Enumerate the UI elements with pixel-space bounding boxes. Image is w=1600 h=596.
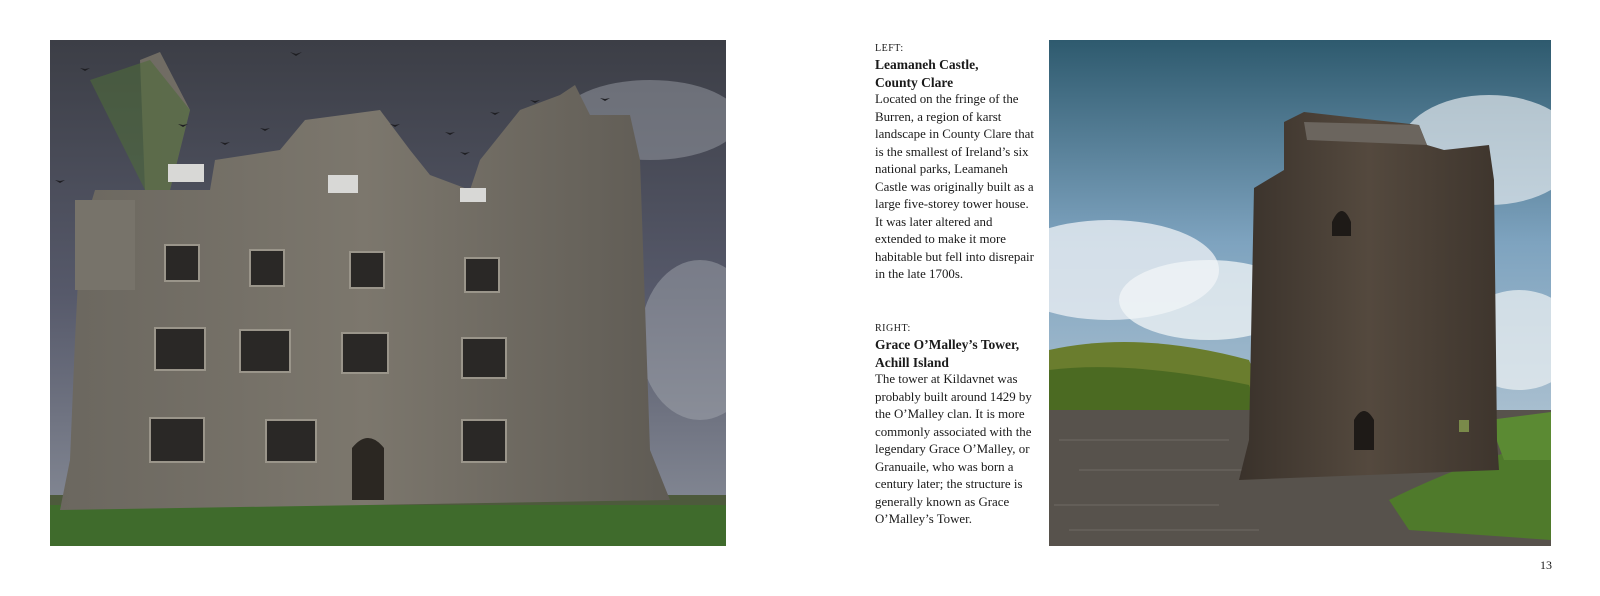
page-number: 13 [1540,558,1552,572]
photo-leamaneh-castle [50,40,726,546]
caption-left-title-line2: County Clare [875,74,954,90]
caption-right-title-line2: Achill Island [875,354,949,370]
caption-right [875,320,1035,529]
photo-grace-omalley-tower [1049,40,1551,546]
caption-left-title [875,56,1035,91]
caption-left-title-line1: Leamaneh Castle, [875,57,979,72]
caption-right-body: The tower at Kildavnet was probably built around 1429 by the O’Malley clan. It is more commonly associated with the legendary Grace O’Malley, or Granuaile, who was born a century later; the structure is generally known as Grace O’Malley’s Tower. [875,372,1032,526]
caption-left-body: Located on the fringe of the Burren, a region of karst landscape in County Clare that is the smallest of Ireland’s six national parks, Leamaneh Castle was originally built as a large five-storey tower house. It was later altered and extended to make it more habitable but fell into disrepair in the late 1700s. [875,92,1034,281]
caption-right-title-line1: Grace O’Malley’s Tower, [875,337,1020,352]
caption-right-label: RIGHT: [875,323,911,334]
caption-left-label: LEFT: [875,43,904,54]
caption-right-title [875,336,1035,371]
caption-left [875,40,1035,284]
